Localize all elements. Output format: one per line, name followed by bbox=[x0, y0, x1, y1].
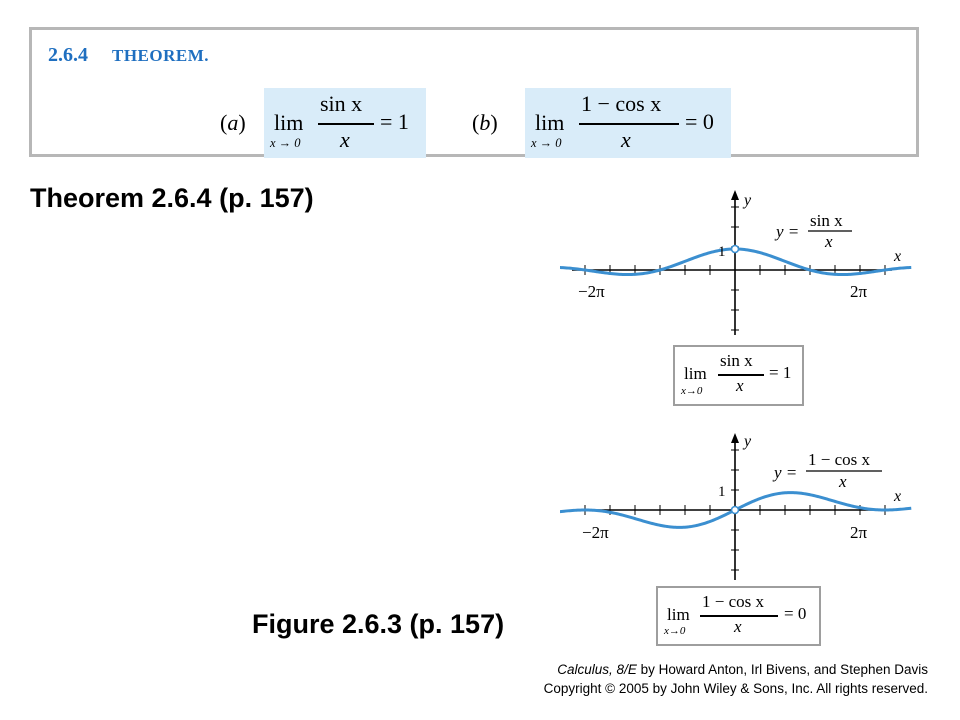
theorem-box bbox=[29, 27, 919, 157]
formula-panel-b bbox=[525, 88, 731, 158]
y-axis-arrow bbox=[731, 190, 739, 200]
lim-subscript: x → 0 bbox=[270, 136, 301, 150]
curve-denominator: x bbox=[825, 232, 833, 251]
equals-value: = 0 bbox=[685, 109, 714, 134]
theorem-word: THEOREM. bbox=[112, 46, 210, 65]
fraction-numerator: 1 − cos x bbox=[581, 91, 662, 116]
two-pi-label: 2π bbox=[850, 523, 868, 542]
hole-marker bbox=[732, 246, 739, 253]
lim-word: lim bbox=[274, 110, 304, 135]
hole-marker bbox=[732, 507, 739, 514]
theorem-heading bbox=[48, 44, 209, 67]
tick-one-label: 1 bbox=[718, 244, 726, 260]
x-axis-label: x bbox=[894, 248, 902, 265]
two-pi-label: 2π bbox=[850, 282, 868, 301]
curve-numerator: 1 − cos x bbox=[808, 450, 870, 469]
figure-reference-heading: Figure 2.6.3 (p. 157) bbox=[252, 609, 505, 639]
credit-copyright: Copyright © 2005 by John Wiley & Sons, Inc. All rights reserved. bbox=[543, 681, 928, 696]
fraction-denominator: x bbox=[734, 617, 742, 636]
one-minus-cos-graph bbox=[560, 428, 920, 588]
tick-one-label: 1 bbox=[718, 484, 726, 500]
curve-label-y: y = bbox=[774, 463, 798, 482]
fraction-denominator: x bbox=[736, 376, 744, 395]
y-axis-arrow bbox=[731, 433, 739, 443]
equals-value: = 1 bbox=[380, 109, 409, 134]
fraction-numerator: sin x bbox=[720, 351, 753, 370]
lim-subscript: x→0 bbox=[681, 385, 703, 397]
lim-subscript: x → 0 bbox=[531, 136, 562, 150]
part-b-label: (b) bbox=[472, 110, 498, 135]
book-title: Calculus, 8/E bbox=[557, 662, 637, 677]
book-authors: by Howard Anton, Irl Bivens, and Stephen Davis bbox=[636, 662, 928, 677]
fraction-denominator: x bbox=[621, 127, 631, 152]
fraction-bar bbox=[318, 123, 374, 125]
theorem-reference-heading: Theorem 2.6.4 (p. 157) bbox=[30, 183, 314, 213]
x-axis-label: x bbox=[894, 488, 902, 505]
neg-two-pi-label: −2π bbox=[582, 523, 609, 542]
theorem-number: 2.6.4 bbox=[48, 44, 88, 66]
lim-subscript: x→0 bbox=[664, 625, 686, 637]
sinc-graph bbox=[560, 185, 920, 345]
equals-value: = 1 bbox=[769, 363, 792, 382]
equals-value: = 0 bbox=[784, 604, 807, 623]
fraction-numerator: 1 − cos x bbox=[702, 592, 764, 611]
lim-word: lim bbox=[684, 364, 707, 383]
fraction-numerator: sin x bbox=[320, 91, 363, 116]
curve-numerator: sin x bbox=[810, 211, 843, 230]
curve-denominator: x bbox=[839, 472, 847, 491]
lim-word: lim bbox=[535, 110, 565, 135]
y-axis-label: y bbox=[744, 192, 752, 209]
lim-word: lim bbox=[667, 605, 690, 624]
y-axis-label: y bbox=[744, 433, 752, 450]
credit-line-1 bbox=[557, 662, 928, 677]
neg-two-pi-label: −2π bbox=[578, 282, 605, 301]
formula-panel-a bbox=[264, 88, 426, 158]
fraction-bar bbox=[579, 123, 679, 125]
curve-label-y: y = bbox=[776, 222, 800, 241]
sinc-limit-box bbox=[673, 345, 804, 406]
one-minus-cos-limit-box bbox=[656, 586, 821, 646]
part-a-label: (a) bbox=[220, 110, 246, 135]
fraction-denominator: x bbox=[340, 127, 350, 152]
